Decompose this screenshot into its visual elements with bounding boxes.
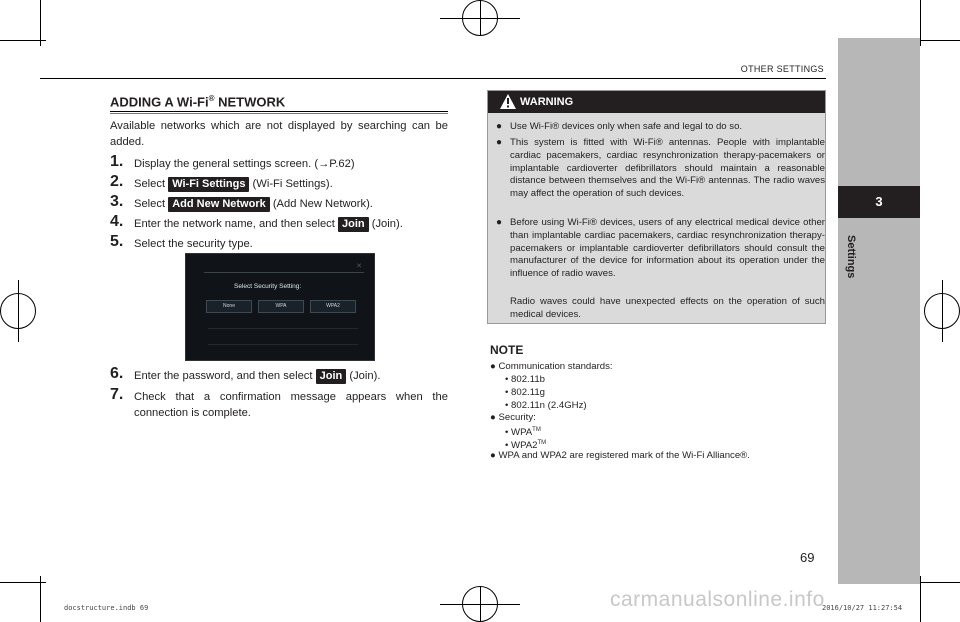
title-rule bbox=[110, 113, 448, 114]
step-number: 5. bbox=[110, 233, 124, 250]
watermark: carmanualsonline.info bbox=[610, 588, 825, 611]
bullet-icon: ● bbox=[490, 450, 499, 461]
note-title: NOTE bbox=[490, 343, 524, 357]
running-header: OTHER SETTINGS bbox=[740, 64, 824, 74]
step-4 bbox=[110, 213, 448, 232]
note-subitem: • 802.11n (2.4GHz) bbox=[505, 400, 587, 411]
security-option-none[interactable]: None bbox=[206, 300, 252, 313]
warning-box bbox=[487, 90, 826, 324]
note-item: ● Communication standards: bbox=[490, 361, 613, 372]
dot-icon: • bbox=[505, 400, 512, 411]
section-title: ADDING A Wi-Fi® NETWORK bbox=[110, 94, 286, 110]
note-subitem: • 802.11g bbox=[505, 387, 545, 398]
crop-mark bbox=[0, 582, 46, 583]
step-text: Select the security type. bbox=[134, 238, 253, 250]
step-number: 7. bbox=[110, 386, 124, 403]
print-footer-right: 2016/10/27 11:27:54 bbox=[822, 604, 903, 612]
warning-text: Radio waves could have unexpected effects on the operation of such medical devices. bbox=[510, 296, 825, 320]
step-number: 1. bbox=[110, 153, 124, 170]
security-option-wpa2[interactable]: WPA2 bbox=[310, 300, 356, 313]
step-6 bbox=[110, 365, 448, 384]
chapter-number: 3 bbox=[838, 186, 920, 218]
note-item: ● WPA and WPA2 are registered mark of the Wi-Fi Alliance®. bbox=[490, 450, 750, 461]
step-text: Enter the password, and then select Join (Join). bbox=[134, 370, 381, 382]
wifi-settings-button[interactable]: Wi-Fi Settings bbox=[168, 177, 249, 192]
crop-mark bbox=[0, 40, 46, 41]
header-rule bbox=[40, 78, 826, 79]
crop-mark bbox=[914, 582, 960, 583]
crop-mark bbox=[440, 18, 520, 19]
close-icon: ✕ bbox=[356, 263, 362, 270]
join-button[interactable]: Join bbox=[316, 369, 347, 384]
security-option-wpa[interactable]: WPA bbox=[258, 300, 304, 313]
warning-text: Use Wi-Fi® devices only when safe and legal to do so. bbox=[510, 121, 743, 132]
dot-icon: • bbox=[505, 440, 512, 452]
step-7 bbox=[110, 386, 448, 425]
note-subitem: • WPA2™ bbox=[505, 440, 547, 452]
step-text: Select Wi-Fi Settings (Wi-Fi Settings). bbox=[134, 178, 333, 190]
screen-dialog bbox=[204, 272, 364, 288]
note-item: ● Security: bbox=[490, 412, 536, 423]
warning-text: Before using Wi-Fi® devices, users of any electrical medical device other than implantable cardiac pacemakers, cardiac resynchronization therapy-pacemakers or implantable cardioverter defibrillators should consult the manufacturer of the device for information about its operation under the influence of radio waves. bbox=[510, 217, 825, 280]
bullet-icon: ● bbox=[490, 361, 499, 372]
crop-mark bbox=[18, 280, 19, 342]
warning-item bbox=[496, 217, 825, 295]
step-text: Check that a confirmation message appears when the connection is complete. bbox=[134, 391, 448, 419]
intro-paragraph: Available networks which are not displayed by searching can be added. bbox=[110, 120, 448, 148]
step-number: 4. bbox=[110, 213, 124, 230]
step-3 bbox=[110, 193, 448, 212]
screen-title: Select Security Setting: bbox=[234, 283, 302, 290]
add-new-network-button[interactable]: Add New Network bbox=[168, 197, 270, 212]
warning-extra bbox=[496, 296, 825, 322]
crop-mark bbox=[440, 604, 520, 605]
dot-icon: • bbox=[505, 374, 512, 385]
dot-icon: • bbox=[505, 387, 512, 398]
step-text: Enter the network name, and then select Join (Join). bbox=[134, 218, 403, 230]
warning-title: WARNING bbox=[520, 96, 574, 108]
list-divider bbox=[208, 344, 358, 345]
bullet-icon: ● bbox=[496, 217, 503, 228]
warning-item bbox=[496, 137, 825, 215]
bullet-icon: ● bbox=[496, 121, 503, 132]
chapter-label: Settings bbox=[845, 235, 857, 279]
step-1 bbox=[110, 153, 448, 172]
step-text: Display the general settings screen. (→P.62) bbox=[134, 158, 355, 170]
dot-icon: • bbox=[505, 427, 512, 439]
step-2 bbox=[110, 173, 448, 192]
join-button[interactable]: Join bbox=[338, 217, 369, 232]
warning-triangle-icon bbox=[500, 94, 516, 109]
page-number: 69 bbox=[800, 550, 815, 565]
warning-item bbox=[496, 121, 819, 135]
note-subitem: • 802.11b bbox=[505, 374, 545, 385]
crop-mark bbox=[942, 280, 943, 342]
list-divider bbox=[208, 328, 358, 329]
bullet-icon: ● bbox=[490, 412, 499, 423]
step-text: Select Add New Network (Add New Network). bbox=[134, 198, 373, 210]
crop-mark bbox=[914, 40, 960, 41]
step-5 bbox=[110, 233, 448, 252]
step-number: 6. bbox=[110, 365, 124, 382]
bullet-icon: ● bbox=[496, 137, 503, 148]
print-footer-left: docstructure.indb 69 bbox=[64, 604, 149, 612]
security-setting-screenshot bbox=[185, 253, 375, 361]
chapter-tab bbox=[838, 38, 920, 584]
title-rule bbox=[110, 111, 448, 112]
step-number: 3. bbox=[110, 193, 124, 210]
step-number: 2. bbox=[110, 173, 124, 190]
note-subitem: • WPA™ bbox=[505, 427, 541, 439]
warning-text: This system is fitted with Wi-Fi® antennas. People with implantable cardiac pacemakers, cardiac resynchronization therapy-pacemakers or implantable cardioverter defibrillators should maintain a reasonable distance between themselves and the Wi-Fi® antennas. The radio waves may affect the operation of such devices. bbox=[510, 137, 825, 200]
warning-header bbox=[488, 91, 825, 113]
